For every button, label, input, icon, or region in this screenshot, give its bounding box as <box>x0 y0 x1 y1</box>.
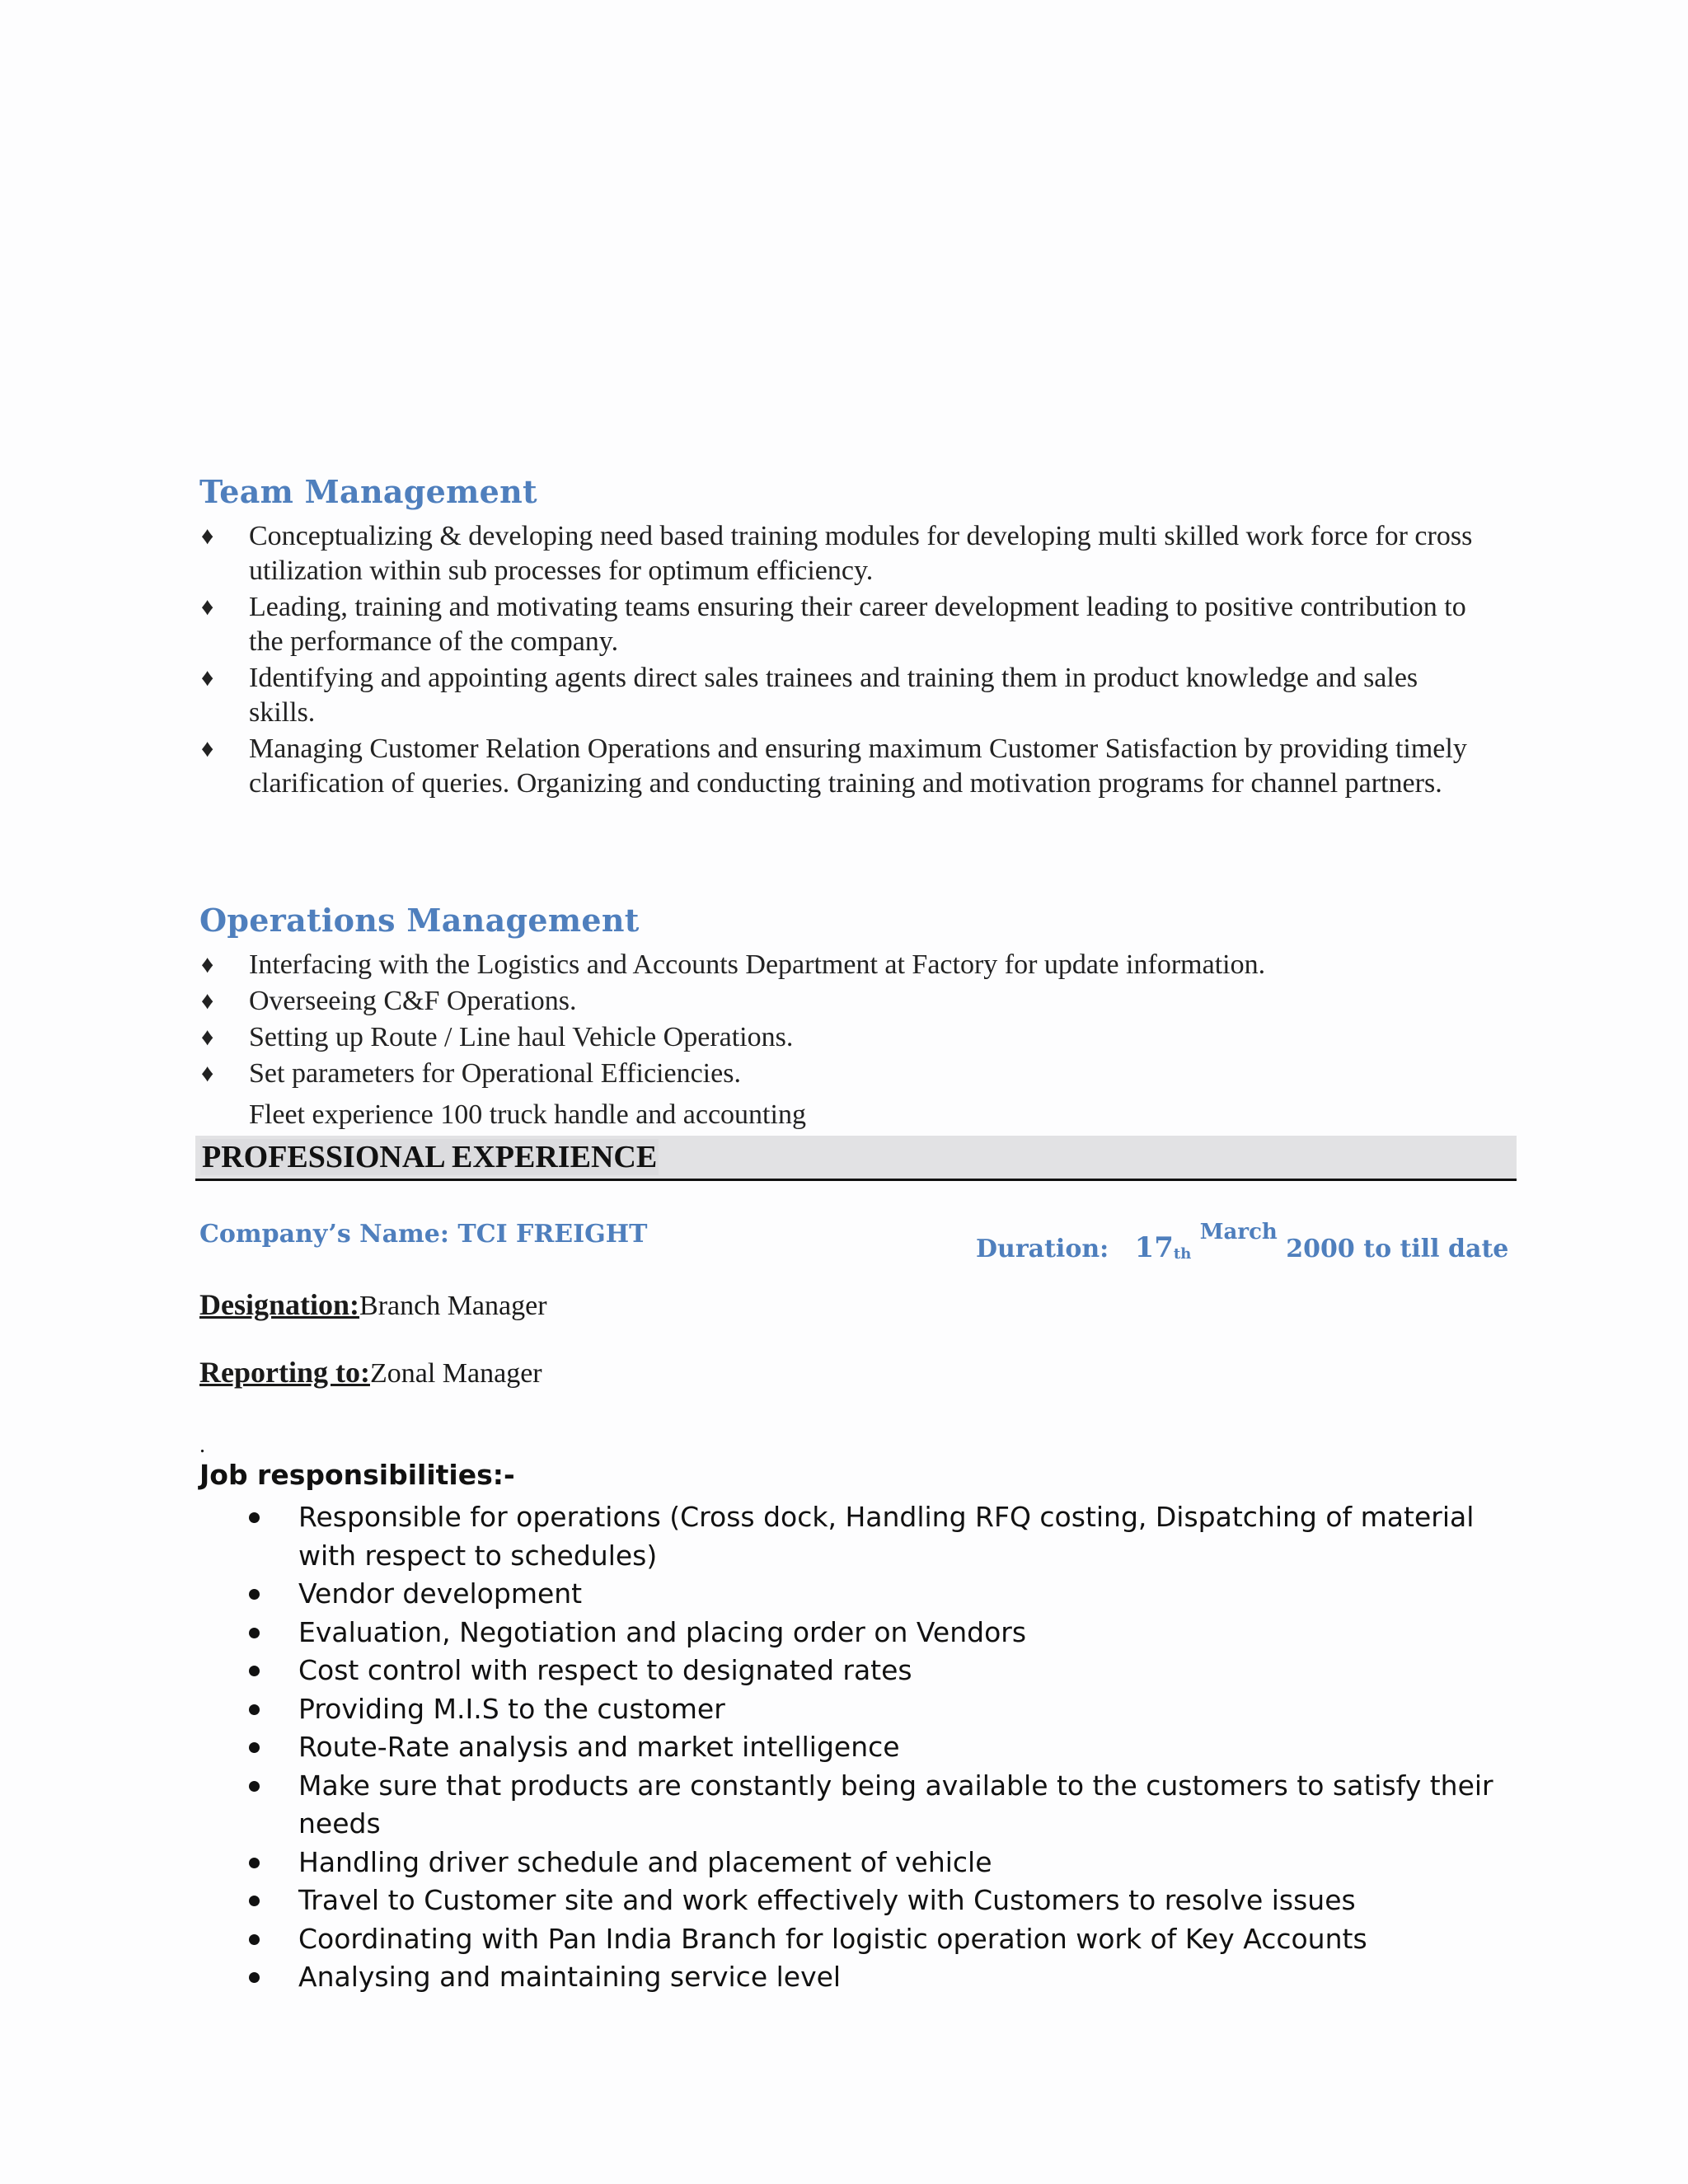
diamond-bullet-icon: ♦ <box>201 593 214 621</box>
diamond-bullet-icon: ♦ <box>201 951 214 978</box>
diamond-bullet-icon: ♦ <box>201 735 214 762</box>
fleet-experience-line: Fleet experience 100 truck handle and accounting <box>249 1099 806 1130</box>
diamond-bullet-icon: ♦ <box>201 1024 214 1051</box>
operations-management-heading: Operations Management <box>199 902 640 939</box>
list-item: Handling driver schedule and placement of vehicle <box>249 1844 1502 1882</box>
bullet-icon <box>249 1781 260 1792</box>
list-item: Coordinating with Pan India Branch for logistic operation work of Key Accounts <box>249 1920 1502 1959</box>
list-item: Analysing and maintaining service level <box>249 1958 1502 1997</box>
diamond-bullet-icon: ♦ <box>201 987 214 1015</box>
reporting-value: Zonal Manager <box>369 1358 542 1389</box>
bullet-icon <box>249 1666 260 1676</box>
duration-month: March <box>1199 1220 1278 1244</box>
stray-dot: . <box>199 1432 205 1458</box>
list-item: ♦ Setting up Route / Line haul Vehicle Operations. <box>199 1020 1485 1055</box>
list-item: ♦ Overseeing C&F Operations. <box>199 984 1485 1019</box>
list-item: ♦ Identifying and appointing agents direct sales trainees and training them in product knowledge and sales skills. <box>201 663 1418 728</box>
list-item: Cost control with respect to designated rates <box>249 1652 1502 1690</box>
bullet-icon <box>249 1742 260 1753</box>
diamond-bullet-icon: ♦ <box>201 523 214 550</box>
list-item: ♦ Set parameters for Operational Efficiencies. <box>199 1057 1485 1091</box>
list-item: ♦ Managing Customer Relation Operations and ensuring maximum Customer Satisfaction by providing timely clarification of queries. Organizing and conducting training and motivation programs for channel partners. <box>201 733 1467 799</box>
list-item: ♦ Leading, training and motivating teams ensuring their career development leading to positive contribution to the performance of the company. <box>201 592 1466 657</box>
diamond-bullet-icon: ♦ <box>201 1060 214 1087</box>
designation-value: Branch Manager <box>359 1291 547 1321</box>
list-item: ♦ Interfacing with the Logistics and Accounts Department at Factory for update information. <box>199 948 1485 982</box>
responsibilities-list <box>249 1498 1502 1997</box>
company-name: Company’s Name: TCI FREIGHT <box>199 1220 648 1249</box>
list-item: Evaluation, Negotiation and placing order on Vendors <box>249 1614 1502 1652</box>
list-item: Travel to Customer site and work effectively with Customers to resolve issues <box>249 1882 1502 1920</box>
bullet-icon <box>249 1628 260 1638</box>
list-item: Responsible for operations (Cross dock, Handling RFQ costing, Dispatching of material with respect to schedules) <box>249 1498 1502 1575</box>
team-management-heading: Team Management <box>199 473 537 510</box>
bullet-icon <box>249 1858 260 1868</box>
bullet-icon <box>249 1972 260 1983</box>
duration-day: 17 <box>1134 1231 1174 1264</box>
bullet-icon <box>249 1589 260 1600</box>
company-row <box>199 1212 1509 1264</box>
duration-rest: 2000 to till date <box>1286 1235 1509 1263</box>
bullet-icon <box>249 1896 260 1906</box>
bullet-icon <box>249 1934 260 1945</box>
professional-experience-heading: PROFESSIONAL EXPERIENCE <box>202 1140 658 1174</box>
job-responsibilities-heading: Job responsibilities:- <box>199 1459 515 1491</box>
duration-suffix: th <box>1173 1245 1192 1263</box>
reporting-label: Reporting to: <box>199 1356 370 1389</box>
list-item: Vendor development <box>249 1575 1502 1614</box>
duration <box>976 1220 1508 1264</box>
duration-label: Duration: <box>976 1235 1109 1263</box>
designation <box>199 1287 547 1322</box>
bullet-icon <box>249 1704 260 1715</box>
list-item: ♦ Conceptualizing & developing need based training modules for developing multi skilled work force for cross utilization within sub processes for optimum efficiency. <box>201 521 1473 586</box>
diamond-bullet-icon: ♦ <box>201 664 214 691</box>
bullet-icon <box>249 1512 260 1523</box>
designation-label: Designation: <box>199 1288 360 1321</box>
team-management-list <box>199 519 1485 803</box>
operations-management-list <box>199 948 1485 1093</box>
reporting-to <box>199 1355 542 1390</box>
professional-experience-bar <box>195 1136 1517 1181</box>
list-item: Route-Rate analysis and market intelligence <box>249 1728 1502 1767</box>
list-item: Providing M.I.S to the customer <box>249 1690 1502 1729</box>
list-item: Make sure that products are constantly being available to the customers to satisfy their needs <box>249 1767 1502 1844</box>
